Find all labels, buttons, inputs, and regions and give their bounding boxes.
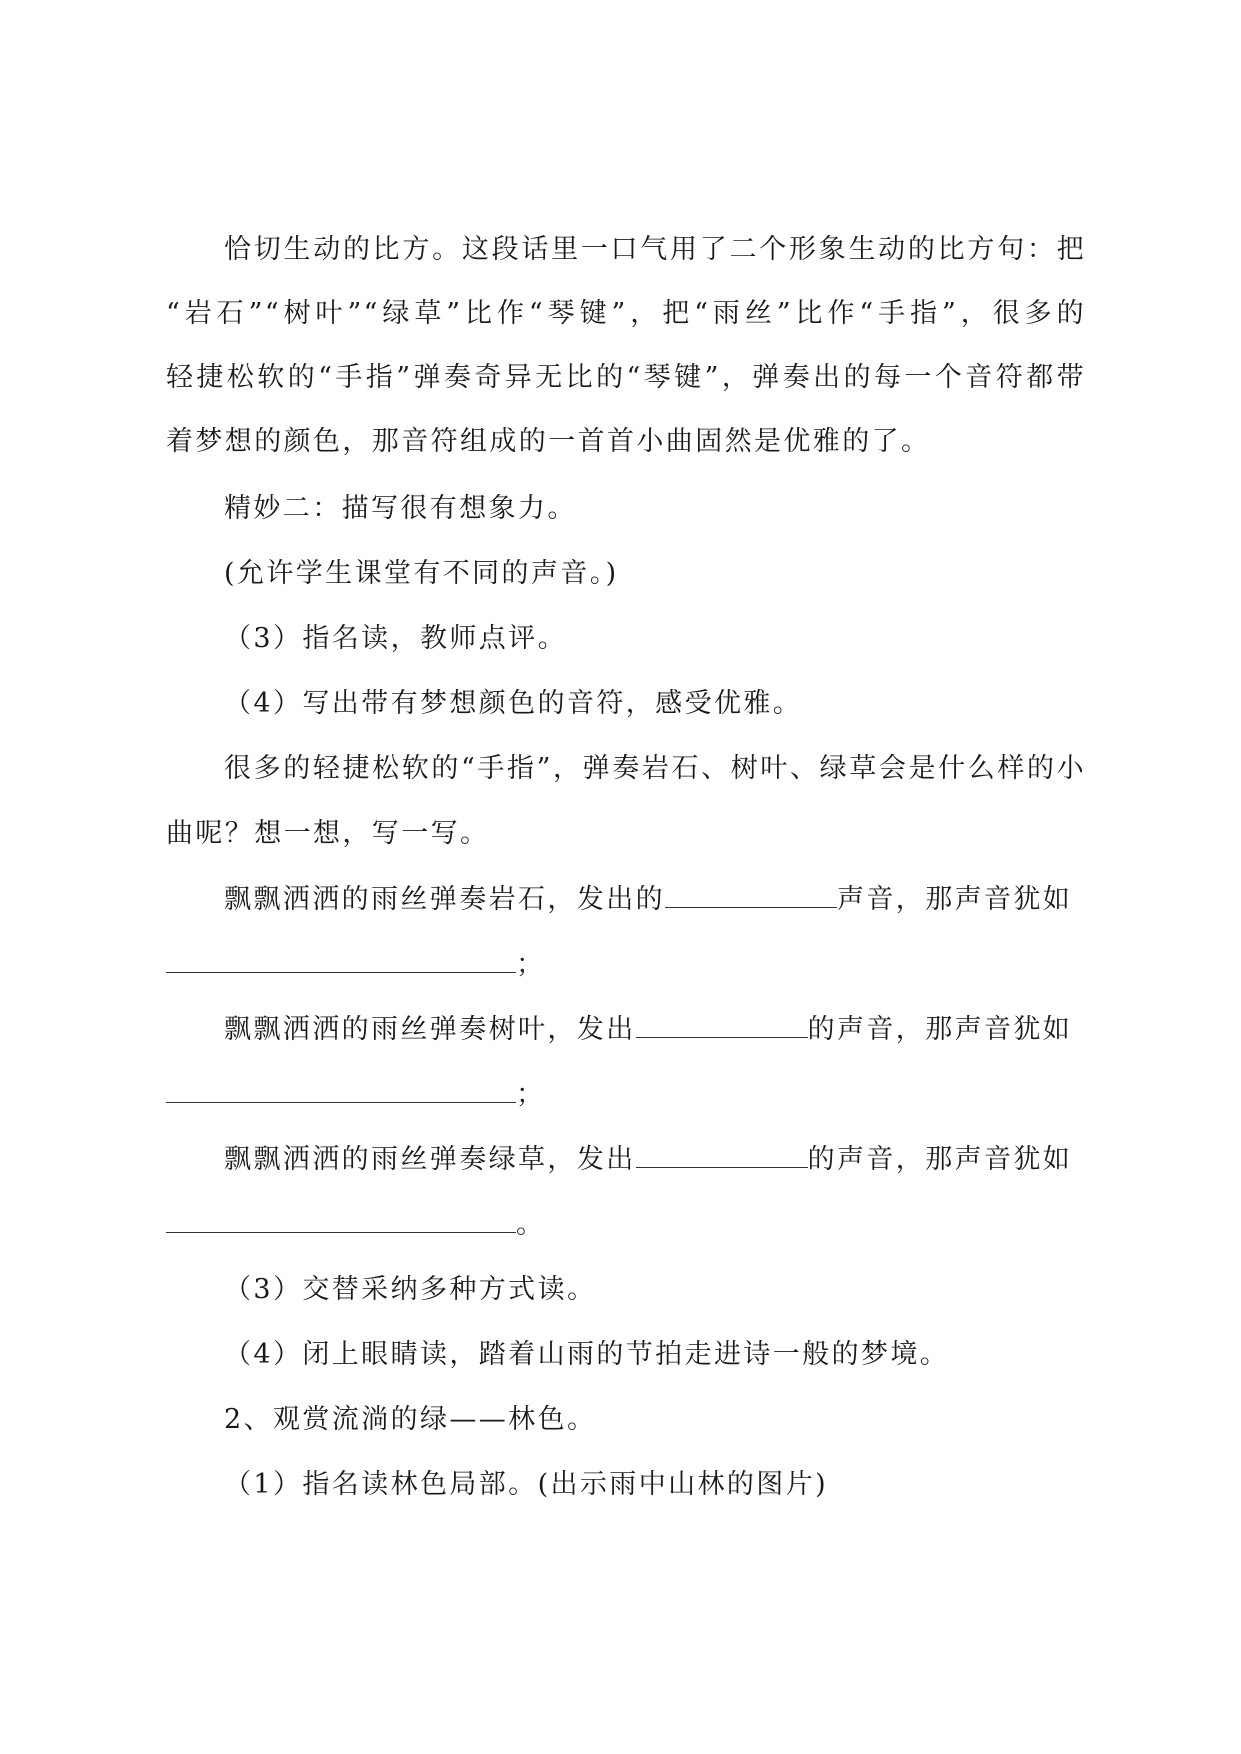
- paragraph-line: (允许学生课堂有不同的声音。): [224, 558, 619, 589]
- exercise-line: [224, 881, 1086, 921]
- paragraph-line: （1）指名读林色局部。(出示雨中山林的图片): [224, 1469, 829, 1500]
- exercise-text: 飘飘洒洒的雨丝弹奏岩石，发出的: [224, 884, 665, 915]
- exercise-text: 声音，那声音犹如: [837, 884, 1073, 915]
- exercise-line: [166, 1206, 1086, 1246]
- paragraph-line: “岩石”“树叶”“绿草”比作“琴键”，把“雨丝”比作“手指”，很多的: [166, 298, 1086, 329]
- exercise-line: [224, 1011, 1086, 1051]
- paragraph-line: 着梦想的颜色，那音符组成的一首首小曲固然是优雅的了。: [166, 426, 931, 457]
- answer-blank[interactable]: [166, 1076, 516, 1103]
- answer-blank[interactable]: [665, 881, 837, 908]
- exercise-punctuation: 。: [516, 1209, 546, 1240]
- answer-blank[interactable]: [636, 1011, 808, 1038]
- exercise-text: 的声音，那声音犹如: [807, 1014, 1073, 1045]
- paragraph-line: 精妙二：描写很有想象力。: [224, 493, 577, 524]
- exercise-text: 飘飘洒洒的雨丝弹奏绿草，发出: [224, 1144, 636, 1175]
- paragraph-line: （4）闭上眼睛读，踏着山雨的节拍走进诗一般的梦境。: [224, 1339, 950, 1370]
- paragraph-line: （3）指名读，教师点评。: [224, 623, 567, 654]
- exercise-line: [166, 1076, 1086, 1116]
- exercise-line: [224, 1141, 1086, 1181]
- answer-blank[interactable]: [636, 1141, 808, 1168]
- answer-blank[interactable]: [166, 1206, 516, 1233]
- exercise-line: [166, 946, 1086, 986]
- paragraph-line: 恰切生动的比方。这段话里一口气用了二个形象生动的比方句：把: [224, 234, 1086, 265]
- exercise-punctuation: ；: [516, 949, 546, 980]
- paragraph-line: （3）交替采纳多种方式读。: [224, 1274, 597, 1305]
- paragraph-line: 曲呢？想一想，写一写。: [166, 818, 490, 849]
- exercise-punctuation: ；: [516, 1079, 546, 1110]
- section-heading: 2、观赏流淌的绿——林色。: [224, 1404, 597, 1435]
- exercise-text: 的声音，那声音犹如: [807, 1144, 1073, 1175]
- paragraph-line: （4）写出带有梦想颜色的音符，感受优雅。: [224, 688, 803, 719]
- exercise-text: 飘飘洒洒的雨丝弹奏树叶，发出: [224, 1014, 636, 1045]
- answer-blank[interactable]: [166, 946, 516, 973]
- paragraph-line: 轻捷松软的“手指”弹奏奇异无比的“琴键”，弹奏出的每一个音符都带: [166, 362, 1086, 393]
- paragraph-line: 很多的轻捷松软的“手指”，弹奏岩石、树叶、绿草会是什么样的小: [224, 753, 1086, 784]
